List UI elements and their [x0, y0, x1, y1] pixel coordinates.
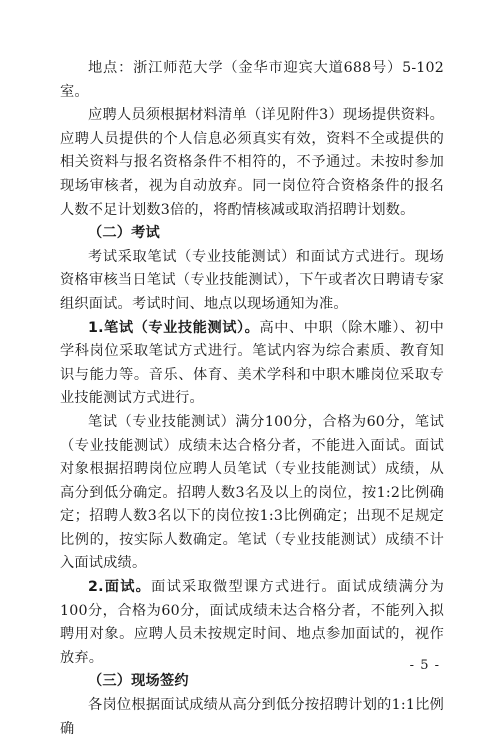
- paragraph-location: 地点：浙江师范大学（金华市迎宾大道688号）5-102室。: [60, 60, 444, 100]
- interview-text: 面试采取微型课方式进行。面试成绩满分为100分，合格为60分，面试成绩未达合格分者，不能列入拟聘用对象。应聘人员未按规定时间、地点参加面试的，视作放弃。: [60, 579, 444, 666]
- subheading-interview: 2.面试。: [88, 579, 152, 596]
- section-heading-exam: （二）考试: [88, 225, 160, 242]
- paragraph-written-score: 笔试（专业技能测试）满分100分，合格为60分，笔试（专业技能测试）成绩未达合格分者，不能进入面试。面试对象根据招聘岗位应聘人员笔试（专业技能测试）成绩，从高分到低分确定。招聘人数3名及以上的岗位，按1:2比例确定；招聘人数3名以下的岗位按1:3比例确定；出现不足规定比例的，按实际人数确定。笔试（专业技能测试）成绩不计入面试成绩。: [60, 413, 444, 572]
- paragraph-materials: 应聘人员须根据材料清单（详见附件3）现场提供资料。应聘人员提供的个人信息必须真实有效，资料不全或提供的相关资料与报名资格条件不相符的，不予通过。未按时参加现场审核者，视为自动放弃。同一岗位符合资格条件的报名人数不足计划数3倍的，将酌情核减或取消招聘计划数。: [60, 107, 444, 218]
- paragraph-signing: 各岗位根据面试成绩从高分到低分按招聘计划的1:1比例确: [60, 697, 444, 737]
- paragraph-written-test: [60, 317, 444, 411]
- paragraph-exam-intro: 考试采取笔试（专业技能测试）和面试方式进行。现场资格审核当日笔试（专业技能测试），下午或者次日聘请专家组织面试。考试时间、地点以现场通知为准。: [60, 248, 444, 312]
- section-heading-signing: （三）现场签约: [88, 673, 189, 690]
- page-number: - 5 -: [409, 658, 440, 673]
- written-test-text: 高中、中职（除木雕）、初中学科岗位采取笔试方式进行。笔试内容为综合素质、教育知识与能力等。音乐、体育、美术学科和中职木雕岗位采取专业技能测试方式进行。: [60, 319, 444, 407]
- paragraph-interview: [60, 576, 444, 670]
- subheading-written-test: 1.笔试（专业技能测试）。: [88, 319, 260, 336]
- document-body: [60, 57, 444, 741]
